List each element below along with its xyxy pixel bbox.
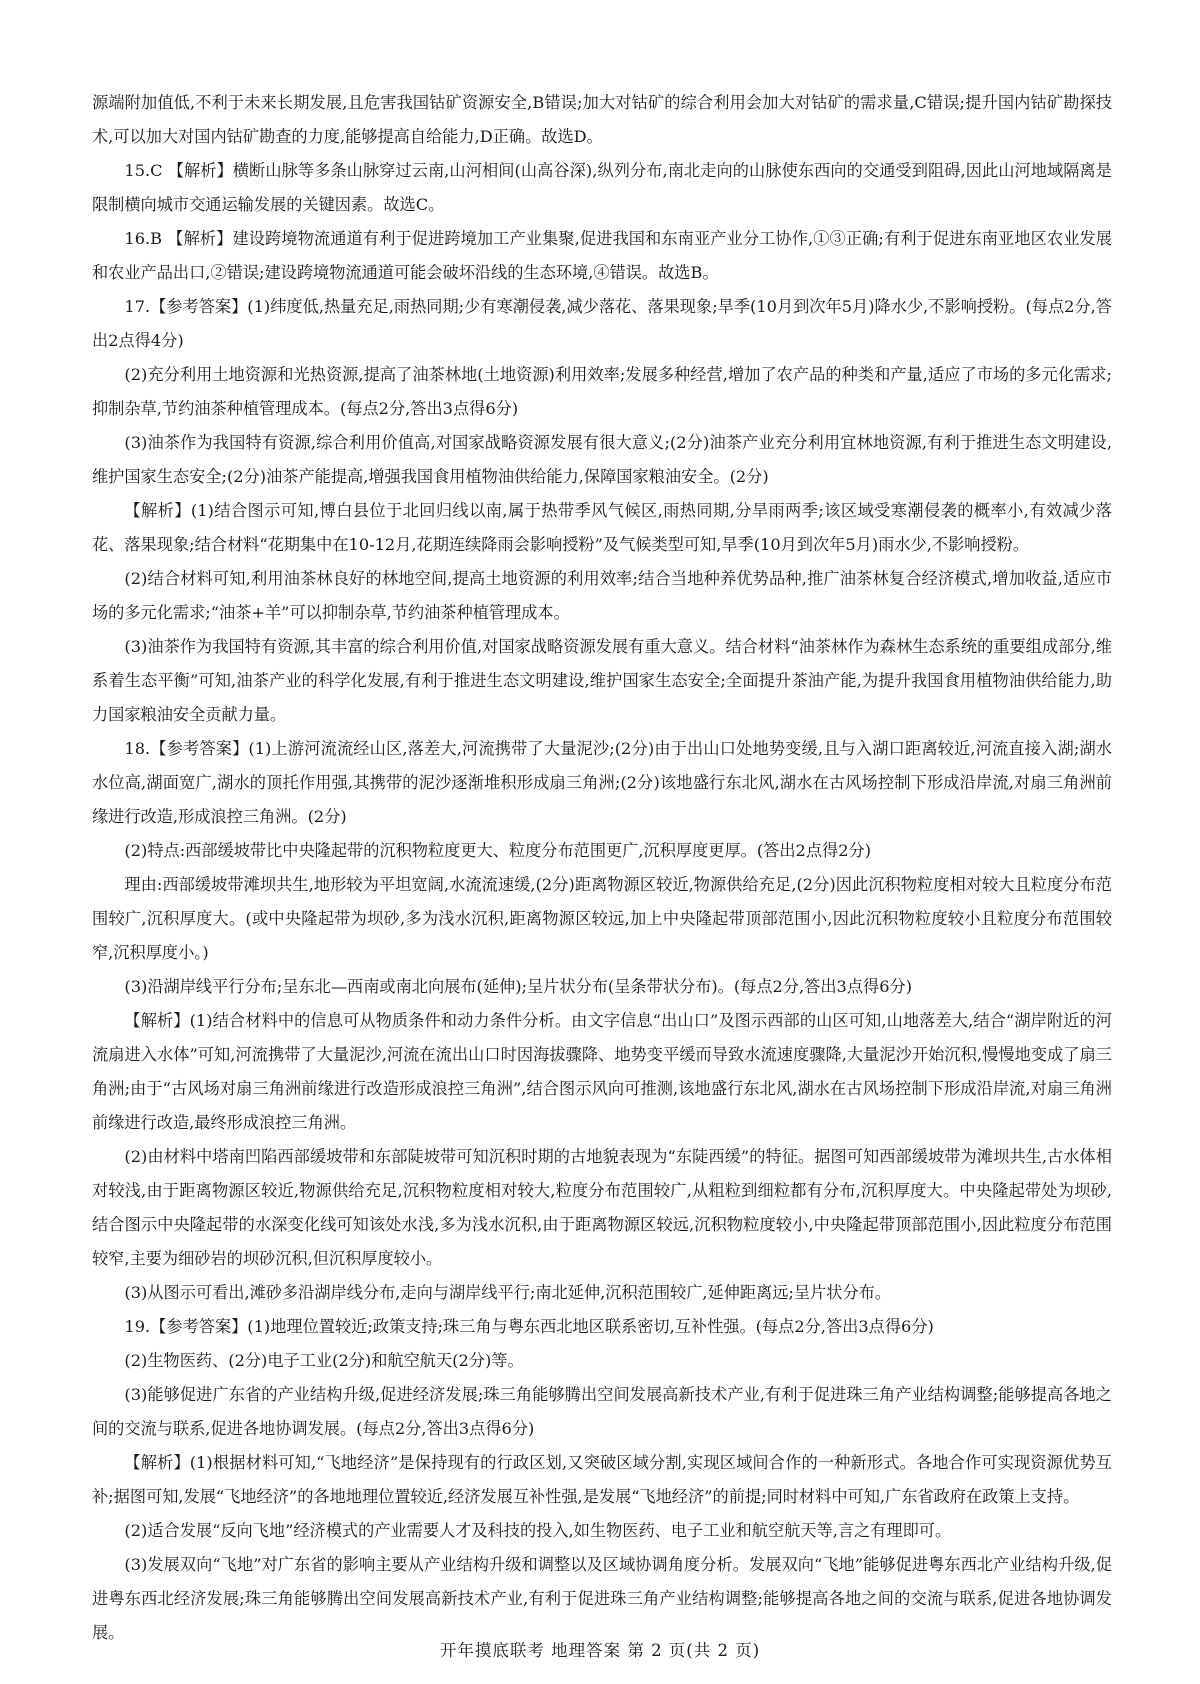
answer-17-part-2: (2)充分利用土地资源和光热资源,提高了油茶林地(土地资源)利用效率;发展多种经营,增加了农产品的种类和产量,适应了市场的多元化需求;抑制杂草,节约油茶种植管理成本。(每点2分,答出3点得6分) <box>92 365 1112 418</box>
analysis-19-part-2: (2)适合发展“反向飞地”经济模式的产业需要人才及科技的投入,如生物医药、电子工业和航空航天等,言之有理即可。 <box>124 1521 952 1540</box>
answer-19-part-1: 19.【参考答案】(1)地理位置较近;政策支持;珠三角与粤东西北地区联系密切,互补性强。(每点2分,答出3点得6分) <box>124 1317 934 1336</box>
paragraph-continuation: 源端附加值低,不利于未来长期发展,且危害我国钴矿资源安全,B错误;加大对钴矿的综合利用会加大对钴矿的需求量,C错误;提升国内钴矿勘探技术,可以加大对国内钴矿勘查的力度,能够提高自给能力,D正确。故选D。 <box>92 93 1112 146</box>
analysis-18-part-3: (3)从图示可看出,滩砂多沿湖岸线分布,走向与湖岸线平行;南北延伸,沉积范围较广,延伸距离远;呈片状分布。 <box>124 1283 892 1302</box>
analysis-18-part-2: (2)由材料中塔南凹陷西部缓坡带和东部陡坡带可知沉积时期的古地貌表现为“东陡西缓”的特征。据图可知西部缓坡带为滩坝共生,古水体相对较浅,由于距离物源区较近,物源供给充足,沉积物粒度相对较大,粒度分布范围较广,从粗粒到细粒都有分布,沉积厚度大。中央隆起带处为坝砂,结合图示中央隆起带的水深变化线可知该处水浅,多为浅水沉积,由于距离物源区较远,沉积物粒度较小,中央隆起带顶部范围小,因此粒度分布范围较窄,主要为细砂岩的坝砂沉积,但沉积厚度较小。 <box>92 1147 1112 1268</box>
answer-18-part-2-reasons: 理由:西部缓坡带滩坝共生,地形较为平坦宽阔,水流流速缓,(2分)距离物源区较近,物源供给充足,(2分)因此沉积物粒度相对较大且粒度分布范围较广,沉积厚度大。(或中央隆起带为坝砂,多为浅水沉积,距离物源区较远,加上中央隆起带顶部范围小,因此沉积物粒度较小且粒度分布范围较窄,沉积厚度小。) <box>92 875 1112 962</box>
analysis-19-part-1: 【解析】(1)根据材料可知,“飞地经济”是保持现有的行政区划,又突破区域分割,实现区域间合作的一种新形式。各地合作可实现资源优势互补;据图可知,发展“飞地经济”的各地地理位置较近,经济发展互补性强,是发展“飞地经济”的前提;同时材料中可知,广东省政府在政策上支持。 <box>92 1453 1112 1506</box>
answer-19-part-3: (3)能够促进广东省的产业结构升级,促进经济发展;珠三角能够腾出空间发展高新技术产业,有利于促进珠三角产业结构调整;能够提高各地之间的交流与联系,促进各地协调发展。(每点2分,答出3点得6分) <box>92 1385 1112 1438</box>
answer-18-part-1: 18.【参考答案】(1)上游河流流经山区,落差大,河流携带了大量泥沙;(2分)由于出山口处地势变缓,且与入湖口距离较近,河流直接入湖;湖水水位高,湖面宽广,湖水的顶托作用强,其携带的泥沙逐渐堆积形成扇三角洲;(2分)该地盛行东北风,湖水在古风场控制下形成沿岸流,对扇三角洲前缘进行改造,形成浪控三角洲。(2分) <box>92 739 1112 826</box>
answer-17-part-3: (3)油茶作为我国特有资源,综合利用价值高,对国家战略资源发展有很大意义;(2分)油茶产业充分利用宜林地资源,有利于推进生态文明建设,维护国家生态安全;(2分)油茶产能提高,增强我国食用植物油供给能力,保障国家粮油安全。(2分) <box>92 433 1112 486</box>
analysis-18-part-1: 【解析】(1)结合材料中的信息可从物质条件和动力条件分析。由文字信息“出山口”及图示西部的山区可知,山地落差大,结合“湖岸附近的河流扇进入水体”可知,河流携带了大量泥沙,河流在流出山口时因海拔骤降、地势变平缓而导致水流速度骤降,大量泥沙开始沉积,慢慢地变成了扇三角洲;由于“古风场对扇三角洲前缘进行改造形成浪控三角洲”,结合图示风向可推测,该地盛行东北风,湖水在古风场控制下形成沿岸流,对扇三角洲前缘进行改造,最终形成浪控三角洲。 <box>92 1011 1112 1132</box>
answer-18-part-3: (3)沿湖岸线平行分布;呈东北—西南或南北向展布(延伸);呈片状分布(呈条带状分布)。(每点2分,答出3点得6分) <box>124 977 913 996</box>
analysis-19-part-3: (3)发展双向“飞地”对广东省的影响主要从产业结构升级和调整以及区域协调角度分析。发展双向“飞地”能够促进粤东西北产业结构升级,促进粤东西北经济发展;珠三角能够腾出空间发展高新技术产业,有利于促进珠三角产业结构调整;能够提高各地之间的交流与联系,促进各地协调发展。 <box>92 1555 1112 1642</box>
answer-page <box>92 86 1112 1650</box>
analysis-17-part-2: (2)结合材料可知,利用油茶林良好的林地空间,提高土地资源的利用效率;结合当地种养优势品种,推广油茶林复合经济模式,增加收益,适应市场的多元化需求;“油茶+羊”可以抑制杂草,节约油茶种植管理成本。 <box>92 569 1112 622</box>
page-footer: 开年摸底联考 地理答案 第 2 页(共 2 页) <box>439 1641 761 1660</box>
analysis-17-part-3: (3)油茶作为我国特有资源,其丰富的综合利用价值,对国家战略资源发展有重大意义。结合材料“油茶林作为森林生态系统的重要组成部分,维系着生态平衡”可知,油茶产业的科学化发展,有利于推进生态文明建设,维护国家生态安全;全面提升茶油产能,为提升我国食用植物油供给能力,助力国家粮油安全贡献力量。 <box>92 637 1112 724</box>
answer-18-part-2-features: (2)特点:西部缓坡带比中央隆起带的沉积物粒度更大、粒度分布范围更广,沉积厚度更厚。(答出2点得2分) <box>124 841 872 860</box>
answer-15: 15.C 【解析】横断山脉等多条山脉穿过云南,山河相间(山高谷深),纵列分布,南北走向的山脉使东西向的交通受到阻碍,因此山河地域隔离是限制横向城市交通运输发展的关键因素。故选C。 <box>92 161 1112 214</box>
answer-19-part-2: (2)生物医药、(2分)电子工业(2分)和航空航天(2分)等。 <box>124 1351 524 1370</box>
answer-17-part-1: 17.【参考答案】(1)纬度低,热量充足,雨热同期;少有寒潮侵袭,减少落花、落果现象;旱季(10月到次年5月)降水少,不影响授粉。(每点2分,答出2点得4分) <box>92 297 1112 350</box>
analysis-17-part-1: 【解析】(1)结合图示可知,博白县位于北回归线以南,属于热带季风气候区,雨热同期,分旱雨两季;该区域受寒潮侵袭的概率小,有效减少落花、落果现象;结合材料“花期集中在10-12月,花期连续降雨会影响授粉”及气候类型可知,旱季(10月到次年5月)雨水少,不影响授粉。 <box>92 501 1112 554</box>
answer-16: 16.B 【解析】建设跨境物流通道有利于促进跨境加工产业集聚,促进我国和东南亚产业分工协作,①③正确;有利于促进东南亚地区农业发展和农业产品出口,②错误;建设跨境物流通道可能会破坏沿线的生态环境,④错误。故选B。 <box>92 229 1112 282</box>
